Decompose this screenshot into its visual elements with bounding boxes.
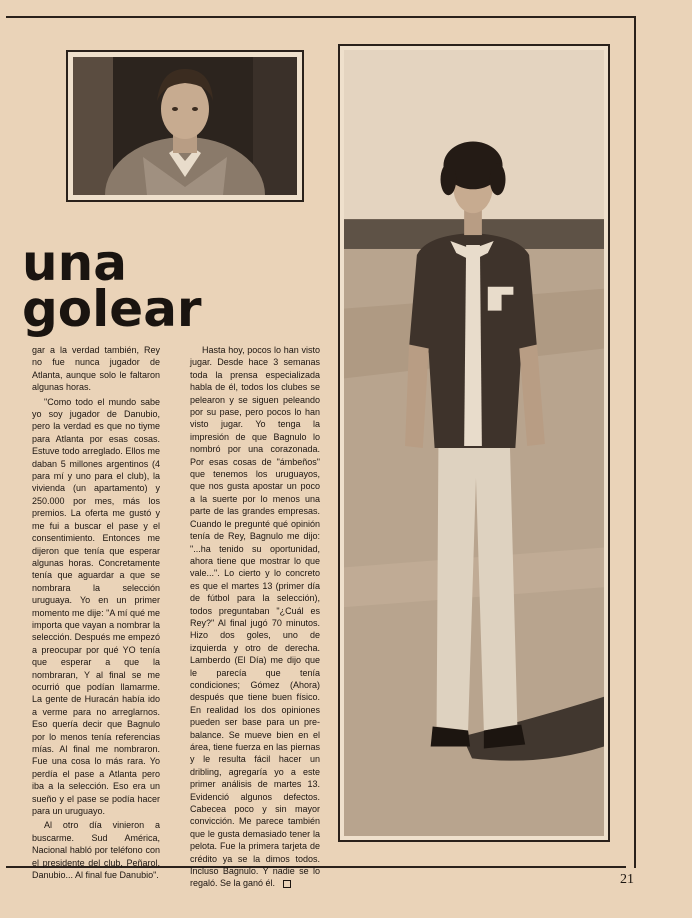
headline-line-2: golear xyxy=(22,280,202,338)
article-headline xyxy=(22,234,202,338)
page-number: 21 xyxy=(620,872,634,887)
article-column-left xyxy=(32,344,160,883)
paragraph: gar a la verdad también, Rey no fue nunca jugador de Atlanta, aunque solo le faltaron algunas horas. xyxy=(32,345,160,393)
paragraph xyxy=(190,344,320,890)
full-length-photo xyxy=(338,44,610,842)
paragraph: "Como todo el mundo sabe yo soy jugador de Danubio, pero la verdad es que no tiyme para Atlanta por esas cosas. Estuve todo arreglado. Ellos me daban 5 millones argentinos (4 para mí y uno para el club), la vivienda (un apartamento) y 250.000 por mes, más los premios. La oferta me gustó y me fui a buscar el pase y el consentimiento. Entonces me dijeron que tenía que esperar algunas horas. Concretamente tenía que aguardar a que se nombrara la selección uruguaya. Yo en un primer momento me dije: "A mí qué me importa que vayan a nombrar la selección. Después me empezó a preocupar por qué YO tenía que esperar a que la nombraran, Y al final se me ocurrió que podían llamarme. La gente de Huracán había ido a verme para no arreglarnos. Eso quería decir que Bagnulo por lo menos tenía referencias mías. Al final me nombraron. Fue una cosa lo más rara. Yo perdía el pase a Atlanta pero iba a la selección. Eso era un sueño y el pase se podía hacer para un uruguayo. xyxy=(32,396,160,817)
paragraph-text: Hasta hoy, pocos lo han visto jugar. Desde hace 3 semanas toda la prensa especializada habla de él, todos los clubes se pelearon y se siguen peleando por su pase, pero pocos lo han visto jugar. Yo tenga la impresión de que Bagnulo lo nombró por una corazonada. Por esas cosas de "ámbeños" que tenemos los uruguayos, que nos gusta apostar un poco a la suerte por lo menos una parte de las grandes empresas. Cuando le pregunté qué opinión tenía de Rey, Bagnulo me dijo: "...ha tenido su oportunidad, ahora tiene que mostrar lo que vale...". Lo cierto y lo concreto es que el martes 13 (primer día de fútbol para la selección), todos preguntaban "¿Cuál es Rey?" Al final jugó 70 minutos. Hizo dos goles, uno de izquierda y otro de derecha. Lamberdo (El Día) me dijo que le parecía que tenía condiciones; Gómez (Ahora) después que tiene buen físico. En realidad los dos opiniones pueden ser base para un pre-balance. Se mueve bien en el área, tiene fuerza en las piernas y le resulta fácil hacer un dribling, agregaría yo a este primer análisis de martes 13. Evidenció algunos defectos. Cabecea poco y sin mayor convicción. Me parece también que le gusta demasiado tener la pelota. Fue la primera tarjeta de crédito ya se la dimos todos. Incluso Bagnulo. Y nadie se lo regaló. Se la ganó él. xyxy=(190,345,320,889)
article-column-right xyxy=(190,344,320,892)
portrait-photo-illustration xyxy=(73,57,297,195)
end-of-article-icon xyxy=(283,880,291,888)
portrait-photo xyxy=(66,50,304,202)
full-length-photo-illustration xyxy=(344,50,604,836)
headline-line-1: una xyxy=(22,234,127,292)
paragraph: Al otro día vinieron a buscarme. Sud América, Nacional habló por teléfono con el presidente del club, Peñarol, Danubio... Al final fue Danubio". xyxy=(32,820,160,881)
